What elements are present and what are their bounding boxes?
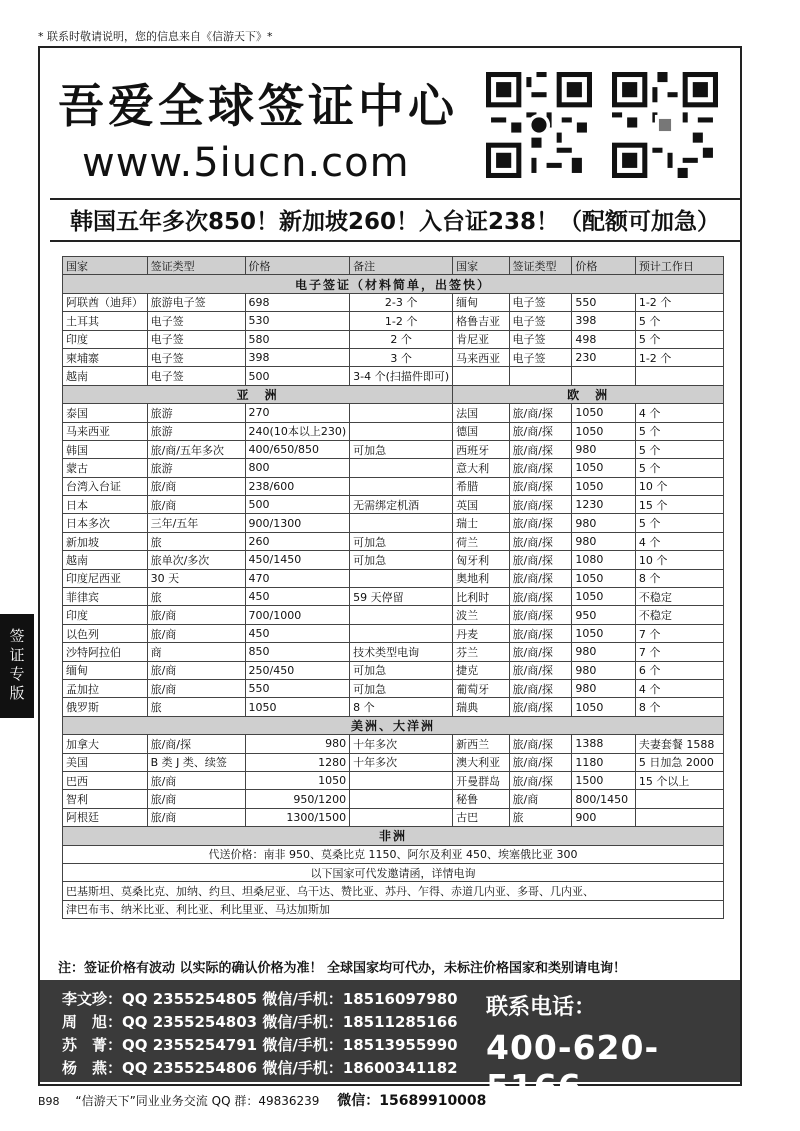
table-cell: 1500 <box>572 771 635 789</box>
table-cell: 1280 <box>245 753 350 771</box>
table-cell: 旅 <box>509 808 572 826</box>
table-cell: 1050 <box>572 624 635 642</box>
table-cell: 土耳其 <box>63 312 148 330</box>
table-row <box>63 808 724 826</box>
table-cell: 旅/商/探 <box>509 753 572 771</box>
table-cell: 台湾入台证 <box>63 477 148 495</box>
table-cell: 900 <box>572 808 635 826</box>
table-cell: 1050 <box>572 569 635 587</box>
table-cell: 蒙古 <box>63 459 148 477</box>
page-number: B98 <box>38 1095 60 1108</box>
table-cell: 葡萄牙 <box>453 679 509 697</box>
table-cell: 旅/商/探 <box>509 735 572 753</box>
table-cell: 夫妻套餐 1588 <box>635 735 723 753</box>
table-cell: 国家 <box>63 257 148 275</box>
weibo-qr-code <box>486 72 592 178</box>
table-cell: 900/1300 <box>245 514 350 532</box>
table-cell: 电子签证（材料简单，出签快） <box>63 275 724 293</box>
table-cell: 旅/商/探 <box>509 624 572 642</box>
tel-number[interactable]: 400-620-5166 <box>486 1028 660 1106</box>
table-cell: 代送价格：南非 950、莫桑比克 1150、阿尔及利亚 450、埃塞俄比亚 300 <box>63 845 724 863</box>
table-cell: 850 <box>245 643 350 661</box>
table-cell: 3 个 <box>350 348 453 366</box>
table-cell <box>509 367 572 385</box>
table-cell: 智利 <box>63 790 148 808</box>
table-cell: 缅甸 <box>63 661 148 679</box>
table-cell: 印度 <box>63 606 148 624</box>
table-cell: 230 <box>572 348 635 366</box>
table-row <box>63 882 724 900</box>
table-row <box>63 771 724 789</box>
table-cell: 旅游 <box>147 404 245 422</box>
table-cell: 59 天停留 <box>350 588 453 606</box>
table-cell: 700/1000 <box>245 606 350 624</box>
table-cell: 1050 <box>245 771 350 789</box>
table-cell: 备注 <box>350 257 453 275</box>
table-cell: 10 个 <box>635 551 723 569</box>
table-cell: 6 个 <box>635 661 723 679</box>
table-cell: 旅/商/五年多次 <box>147 440 245 458</box>
table-cell <box>350 477 453 495</box>
table-cell: 可加急 <box>350 440 453 458</box>
table-cell: 3-4 个(扫描件即可) <box>350 367 453 385</box>
table-cell: 价格 <box>572 257 635 275</box>
contact-line: 苏 菁：QQ 2355254791 微信/手机：18513955990 <box>62 1036 458 1054</box>
table-cell: 1388 <box>572 735 635 753</box>
table-row <box>63 698 724 716</box>
table-cell <box>453 367 509 385</box>
table-cell: 4 个 <box>635 404 723 422</box>
table-cell: 580 <box>245 330 350 348</box>
table-cell: 400/650/850 <box>245 440 350 458</box>
table-cell: 5 个 <box>635 459 723 477</box>
table-header-row <box>63 257 724 275</box>
table-cell: 旅/商/探 <box>509 698 572 716</box>
table-row <box>63 496 724 514</box>
table-row <box>63 588 724 606</box>
table-row <box>63 900 724 918</box>
table-cell: 旅 <box>147 532 245 550</box>
table-cell: 1050 <box>572 588 635 606</box>
table-cell: 260 <box>245 532 350 550</box>
table-cell: 530 <box>245 312 350 330</box>
table-cell: 法国 <box>453 404 509 422</box>
table-cell: 450/1450 <box>245 551 350 569</box>
table-cell: 十年多次 <box>350 735 453 753</box>
top-note: * 联系时敬请说明，您的信息来自《信游天下》* <box>38 30 273 43</box>
table-cell: 旅游电子签 <box>147 293 245 311</box>
tel-label: 联系电话： <box>486 995 597 1020</box>
table-cell <box>350 459 453 477</box>
table-cell: 旅/商/探 <box>509 514 572 532</box>
table-cell: 15 个以上 <box>635 771 723 789</box>
table-cell: 旅/商 <box>147 771 245 789</box>
table-cell: 10 个 <box>635 477 723 495</box>
table-cell: 398 <box>245 348 350 366</box>
table-cell: 980 <box>572 440 635 458</box>
section-row <box>63 716 724 734</box>
table-cell: 亚 洲 <box>63 385 453 403</box>
table-cell: 无需绑定机酒 <box>350 496 453 514</box>
table-cell: 印度尼西亚 <box>63 569 148 587</box>
table-row <box>63 863 724 881</box>
table-cell: 1180 <box>572 753 635 771</box>
table-cell: 旅游 <box>147 422 245 440</box>
table-cell: 俄罗斯 <box>63 698 148 716</box>
table-cell: 电子签 <box>147 367 245 385</box>
table-cell: 可加急 <box>350 532 453 550</box>
table-cell: 旅单次/多次 <box>147 551 245 569</box>
table-cell: 奥地利 <box>453 569 509 587</box>
section-row <box>63 385 724 403</box>
table-cell <box>350 569 453 587</box>
table-cell <box>635 790 723 808</box>
table-cell: 1230 <box>572 496 635 514</box>
table-row <box>63 477 724 495</box>
table-cell: 肯尼亚 <box>453 330 509 348</box>
table-cell: 比利时 <box>453 588 509 606</box>
table-cell: 越南 <box>63 551 148 569</box>
table-cell: 荷兰 <box>453 532 509 550</box>
table-cell: 5 个 <box>635 312 723 330</box>
table-cell: 印度 <box>63 330 148 348</box>
table-cell: 古巴 <box>453 808 509 826</box>
table-cell: 398 <box>572 312 635 330</box>
table-cell: 旅/商 <box>509 790 572 808</box>
table-cell: 商 <box>147 643 245 661</box>
table-cell: 7 个 <box>635 624 723 642</box>
table-cell: 950/1200 <box>245 790 350 808</box>
table-cell: 1050 <box>572 459 635 477</box>
section-row <box>63 275 724 293</box>
table-cell <box>350 422 453 440</box>
table-cell: 980 <box>572 679 635 697</box>
table-cell: 意大利 <box>453 459 509 477</box>
table-cell: 500 <box>245 367 350 385</box>
table-cell <box>350 808 453 826</box>
table-cell: 希腊 <box>453 477 509 495</box>
table-cell: 550 <box>245 679 350 697</box>
contact-line: 周 旭：QQ 2355254803 微信/手机：18511285166 <box>62 1013 458 1031</box>
table-cell: 30 天 <box>147 569 245 587</box>
table-cell: 预计工作日 <box>635 257 723 275</box>
table-row <box>63 330 724 348</box>
table-cell: 旅/商/探 <box>509 422 572 440</box>
footer-wechat: 微信：15689910008 <box>337 1093 487 1109</box>
table-cell: 电子签 <box>509 330 572 348</box>
table-cell: 1050 <box>572 477 635 495</box>
table-cell: 旅/商/探 <box>509 532 572 550</box>
table-cell: 津巴布韦、纳米比亚、利比亚、利比里亚、马达加斯加 <box>63 900 724 918</box>
table-cell: 日本多次 <box>63 514 148 532</box>
table-cell: 旅/商 <box>147 808 245 826</box>
table-cell: 1-2 个 <box>635 293 723 311</box>
table-cell: 8 个 <box>635 569 723 587</box>
wechat-qr-code <box>612 72 718 178</box>
contact-line: 杨 燕：QQ 2355254806 微信/手机：18600341182 <box>62 1059 458 1077</box>
table-cell: 1300/1500 <box>245 808 350 826</box>
table-cell: 980 <box>572 661 635 679</box>
table-cell: 旅/商/探 <box>509 606 572 624</box>
table-cell: 菲律宾 <box>63 588 148 606</box>
table-cell: 孟加拉 <box>63 679 148 697</box>
table-cell: 980 <box>245 735 350 753</box>
table-cell: 旅 <box>147 588 245 606</box>
table-cell: 旅/商/探 <box>509 551 572 569</box>
table-cell <box>635 808 723 826</box>
table-cell: 980 <box>572 532 635 550</box>
brand-title: 吾爱全球签证中心 <box>58 79 458 133</box>
table-cell: 7 个 <box>635 643 723 661</box>
table-cell: 250/450 <box>245 661 350 679</box>
table-cell: 旅/商 <box>147 661 245 679</box>
table-cell: 日本 <box>63 496 148 514</box>
table-cell: 电子签 <box>147 330 245 348</box>
table-cell: 电子签 <box>509 348 572 366</box>
table-cell: 5 个 <box>635 422 723 440</box>
table-cell: 格鲁吉亚 <box>453 312 509 330</box>
table-cell: 马来西亚 <box>453 348 509 366</box>
table-cell <box>350 606 453 624</box>
table-cell: 5 个 <box>635 440 723 458</box>
table-cell: 新西兰 <box>453 735 509 753</box>
table-cell: 470 <box>245 569 350 587</box>
table-cell: 不稳定 <box>635 588 723 606</box>
table-cell: 沙特阿拉伯 <box>63 643 148 661</box>
table-cell: 980 <box>572 514 635 532</box>
table-cell <box>350 624 453 642</box>
table-cell: 开曼群岛 <box>453 771 509 789</box>
table-cell: 丹麦 <box>453 624 509 642</box>
table-cell: 旅/商/探 <box>509 440 572 458</box>
table-cell: 泰国 <box>63 404 148 422</box>
table-cell: 德国 <box>453 422 509 440</box>
table-cell: 旅/商/探 <box>509 588 572 606</box>
table-cell: 1050 <box>572 404 635 422</box>
table-cell: 非洲 <box>63 827 724 845</box>
table-cell: 电子签 <box>147 348 245 366</box>
table-row <box>63 293 724 311</box>
table-cell: 旅/商 <box>147 496 245 514</box>
table-cell: 芬兰 <box>453 643 509 661</box>
table-cell <box>572 367 635 385</box>
table-cell: 旅/商/探 <box>509 679 572 697</box>
table-cell: 450 <box>245 588 350 606</box>
table-cell: 签证类型 <box>147 257 245 275</box>
table-row <box>63 459 724 477</box>
table-cell: 以下国家可代发邀请函，详情电询 <box>63 863 724 881</box>
table-cell: 缅甸 <box>453 293 509 311</box>
table-cell: 800 <box>245 459 350 477</box>
table-cell: 技术类型电询 <box>350 643 453 661</box>
table-cell: 秘鲁 <box>453 790 509 808</box>
table-cell: 498 <box>572 330 635 348</box>
table-row <box>63 753 724 771</box>
table-cell: 450 <box>245 624 350 642</box>
table-row <box>63 643 724 661</box>
table-cell: 550 <box>572 293 635 311</box>
table-row <box>63 845 724 863</box>
table-cell: 美国 <box>63 753 148 771</box>
table-cell: 1050 <box>572 698 635 716</box>
table-cell: 西班牙 <box>453 440 509 458</box>
table-cell: 不稳定 <box>635 606 723 624</box>
table-cell: 1050 <box>245 698 350 716</box>
table-cell: 国家 <box>453 257 509 275</box>
table-cell: 500 <box>245 496 350 514</box>
table-cell: 1050 <box>572 422 635 440</box>
table-cell: 电子签 <box>509 312 572 330</box>
table-cell: 15 个 <box>635 496 723 514</box>
table-cell: 旅/商/探 <box>509 459 572 477</box>
website-url[interactable]: www.5iucn.com <box>82 140 410 186</box>
table-row <box>63 661 724 679</box>
table-cell: 2 个 <box>350 330 453 348</box>
table-cell: 旅/商/探 <box>509 771 572 789</box>
table-cell: 阿联酋（迪拜） <box>63 293 148 311</box>
table-cell: 澳大利亚 <box>453 753 509 771</box>
table-cell: 698 <box>245 293 350 311</box>
table-cell: 240(10本以上230) <box>245 422 350 440</box>
table-row <box>63 422 724 440</box>
side-tab: 签证专版 <box>0 614 34 718</box>
section-row <box>63 827 724 845</box>
visa-price-table <box>62 256 724 919</box>
table-cell: 三年/五年 <box>147 514 245 532</box>
table-cell: 4 个 <box>635 532 723 550</box>
table-cell: B 类 J 类、续签 <box>147 753 245 771</box>
notice-text: 注：签证价格有波动 以实际的确认价格为准！ 全球国家均可代办，未标注价格国家和类别请电询！ <box>58 961 627 976</box>
table-cell <box>350 771 453 789</box>
table-cell: 巴基斯坦、莫桑比克、加纳、约旦、坦桑尼亚、乌干达、赞比亚、苏丹、乍得、赤道几内亚、多哥、几内亚、 <box>63 882 724 900</box>
table-cell: 可加急 <box>350 551 453 569</box>
table-cell: 瑞士 <box>453 514 509 532</box>
table-cell <box>350 404 453 422</box>
table-cell: 旅/商 <box>147 477 245 495</box>
table-cell: 阿根廷 <box>63 808 148 826</box>
table-cell: 以色列 <box>63 624 148 642</box>
table-cell: 5 日加急 2000 <box>635 753 723 771</box>
table-cell: 270 <box>245 404 350 422</box>
table-cell: 电子签 <box>147 312 245 330</box>
table-cell: 瑞典 <box>453 698 509 716</box>
table-cell <box>350 514 453 532</box>
table-cell: 可加急 <box>350 679 453 697</box>
table-cell: 旅/商/探 <box>509 643 572 661</box>
table-cell: 旅/商/探 <box>147 735 245 753</box>
table-cell: 旅/商/探 <box>509 661 572 679</box>
table-cell: 英国 <box>453 496 509 514</box>
table-cell: 旅/商/探 <box>509 569 572 587</box>
table-row <box>63 569 724 587</box>
table-cell: 8 个 <box>350 698 453 716</box>
table-cell: 捷克 <box>453 661 509 679</box>
table-cell: 旅/商 <box>147 606 245 624</box>
table-row <box>63 679 724 697</box>
table-row <box>63 532 724 550</box>
table-cell: 巴西 <box>63 771 148 789</box>
footer-text: “信游天下”同业业务交流 QQ 群：49836239 <box>75 1094 320 1108</box>
table-cell: 旅/商/探 <box>509 496 572 514</box>
table-cell: 800/1450 <box>572 790 635 808</box>
table-row <box>63 440 724 458</box>
table-row <box>63 367 724 385</box>
table-cell: 十年多次 <box>350 753 453 771</box>
table-cell: 1080 <box>572 551 635 569</box>
table-cell: 旅游 <box>147 459 245 477</box>
table-row <box>63 348 724 366</box>
table-cell: 2-3 个 <box>350 293 453 311</box>
table-cell <box>350 790 453 808</box>
table-cell: 可加急 <box>350 661 453 679</box>
table-row <box>63 312 724 330</box>
table-cell: 旅/商 <box>147 790 245 808</box>
table-cell: 950 <box>572 606 635 624</box>
table-cell: 1-2 个 <box>350 312 453 330</box>
table-cell: 柬埔寨 <box>63 348 148 366</box>
table-cell: 匈牙利 <box>453 551 509 569</box>
table-row <box>63 790 724 808</box>
table-cell: 980 <box>572 643 635 661</box>
table-cell: 新加坡 <box>63 532 148 550</box>
table-cell: 8 个 <box>635 698 723 716</box>
table-cell: 旅/商 <box>147 624 245 642</box>
table-cell: 越南 <box>63 367 148 385</box>
table-row <box>63 551 724 569</box>
table-cell: 价格 <box>245 257 350 275</box>
table-cell <box>635 367 723 385</box>
table-cell: 韩国 <box>63 440 148 458</box>
table-cell: 加拿大 <box>63 735 148 753</box>
table-row <box>63 624 724 642</box>
table-row <box>63 514 724 532</box>
table-row <box>63 606 724 624</box>
table-cell: 美洲、大洋洲 <box>63 716 724 734</box>
table-cell: 旅/商 <box>147 679 245 697</box>
footer <box>38 1090 486 1110</box>
table-row <box>63 404 724 422</box>
table-cell: 旅 <box>147 698 245 716</box>
headline-banner: 韩国五年多次850！新加坡260！入台证238！（配额可加急） <box>50 198 740 242</box>
table-cell: 旅/商/探 <box>509 404 572 422</box>
table-row <box>63 735 724 753</box>
contact-line: 李文珍：QQ 2355254805 微信/手机：18516097980 <box>62 990 458 1008</box>
table-cell: 马来西亚 <box>63 422 148 440</box>
table-cell: 波兰 <box>453 606 509 624</box>
table-cell: 4 个 <box>635 679 723 697</box>
table-cell: 欧 洲 <box>453 385 724 403</box>
table-cell: 5 个 <box>635 330 723 348</box>
table-cell: 电子签 <box>509 293 572 311</box>
table-cell: 5 个 <box>635 514 723 532</box>
table-cell: 1-2 个 <box>635 348 723 366</box>
table-cell: 签证类型 <box>509 257 572 275</box>
table-cell: 238/600 <box>245 477 350 495</box>
table-cell: 旅/商/探 <box>509 477 572 495</box>
